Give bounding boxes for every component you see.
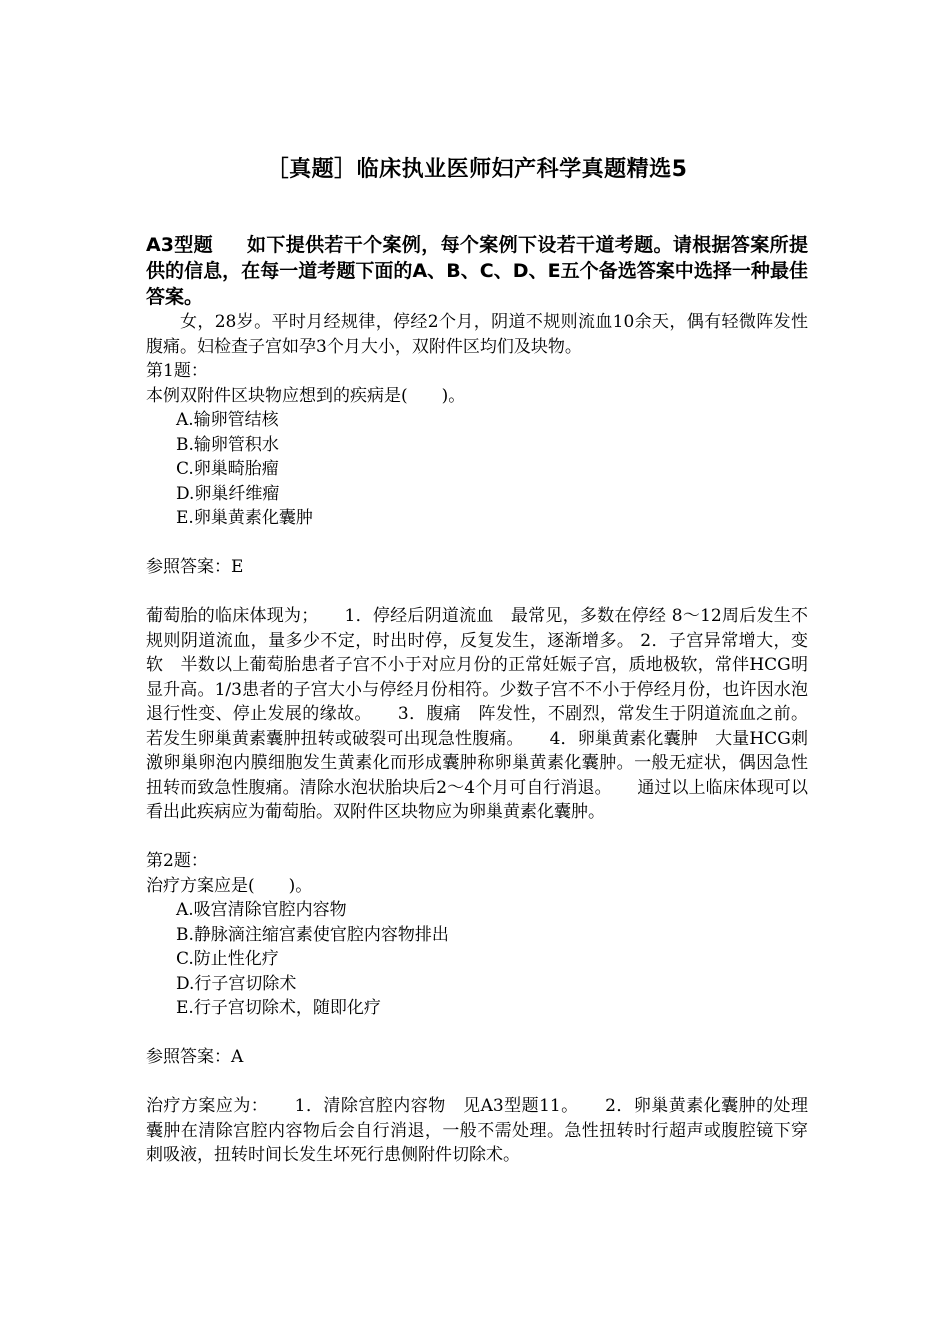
spacer bbox=[146, 580, 808, 605]
answer-explanation: 葡萄胎的临床体现为； 1．停经后阴道流血 最常见，多数在停经 8～12周后发生不规则阴道流血，量多少不定，时出时停，反复发生，逐渐增多。 2．子宫异常增大，变软 半数以上葡萄胎患者子宫不小于对应月份的正常妊娠子宫，质地极软，常伴HCG明显升高。1/3患者的子宫大小与停经月份相符。少数子宫不不小于停经月份，也许因水泡退行性变、停止发展的缘故。 3．腹痛 阵发性，不剧烈，常发生于阴道流血之前。若发生卵巢黄素囊肿扭转或破裂可出现急性腹痛。 4．卵巢黄素化囊肿 大量HCG刺激卵巢卵泡内膜细胞发生黄素化而形成囊肿称卵巢黄素化囊肿。一般无症状，偶因急性扭转而致急性腹痛。清除水泡状胎块后2～4个月可自行消退。 通过以上临床体现可以看出此疾病应为葡萄胎。双附件区块物应为卵巢黄素化囊肿。 bbox=[146, 606, 808, 822]
option-a: A.吸宫清除官腔内容物 bbox=[176, 900, 347, 920]
option-b: B.静脉滴注缩宫素使官腔内容物排出 bbox=[176, 924, 449, 945]
document-content bbox=[146, 152, 825, 1168]
section-label: A3型题 bbox=[146, 234, 213, 256]
option-e: E.行子宫切除术，随即化疗 bbox=[176, 998, 381, 1018]
spacer bbox=[146, 825, 808, 850]
option-e: E.卵巢黄素化囊肿 bbox=[176, 508, 313, 528]
question-1 bbox=[146, 359, 808, 849]
option-c: C.防止性化疗 bbox=[176, 949, 279, 969]
answer-explanation: 治疗方案应为： 1．清除宫腔内容物 见A3型题11。 2．卵巢黄素化囊肿的处理 囊肿在清除宫腔内容物后会自行消退，一般不需处理。急性扭转时行超声或腹腔镜下穿刺吸液，扭转时间长发生坏死行患侧附件切除术。 bbox=[146, 1096, 825, 1165]
question-number: 第2题： bbox=[146, 851, 208, 871]
option-b: B.输卵管积水 bbox=[176, 434, 279, 455]
question-2 bbox=[146, 849, 825, 1168]
option-a: A.输卵管结核 bbox=[176, 410, 279, 430]
option-d: D.卵巢纤维瘤 bbox=[176, 483, 280, 504]
option-c: C.卵巢畸胎瘤 bbox=[176, 459, 279, 479]
spacer bbox=[146, 1021, 808, 1046]
spacer bbox=[146, 531, 808, 556]
question-stem: 治疗方案应是( )。 bbox=[146, 875, 313, 896]
document-title: ［真题］临床执业医师妇产科学真题精选5 bbox=[266, 157, 688, 182]
section-instruction: 如下提供若干个案例，每个案例下设若干道考题。请根据答案所提供的信息，在每一道考题下面的A、B、C、D、E五个备选答案中选择一种最佳答案。 bbox=[146, 234, 808, 308]
spacer bbox=[146, 1070, 808, 1095]
option-d: D.行子宫切除术 bbox=[176, 973, 297, 994]
question-stem: 本例双附件区块物应想到的疾病是( )。 bbox=[146, 385, 466, 406]
case-text: 女，28岁。平时月经规律，停经2个月，阴道不规则流血10余天，偶有轻微阵发性腹痛。妇检查子宫如孕3个月大小，双附件区均们及块物。 bbox=[146, 312, 808, 357]
question-number: 第1题： bbox=[146, 361, 208, 381]
reference-answer: 参照答案：E bbox=[146, 557, 244, 577]
section-heading bbox=[146, 232, 808, 310]
reference-answer: 参照答案：A bbox=[146, 1047, 244, 1067]
